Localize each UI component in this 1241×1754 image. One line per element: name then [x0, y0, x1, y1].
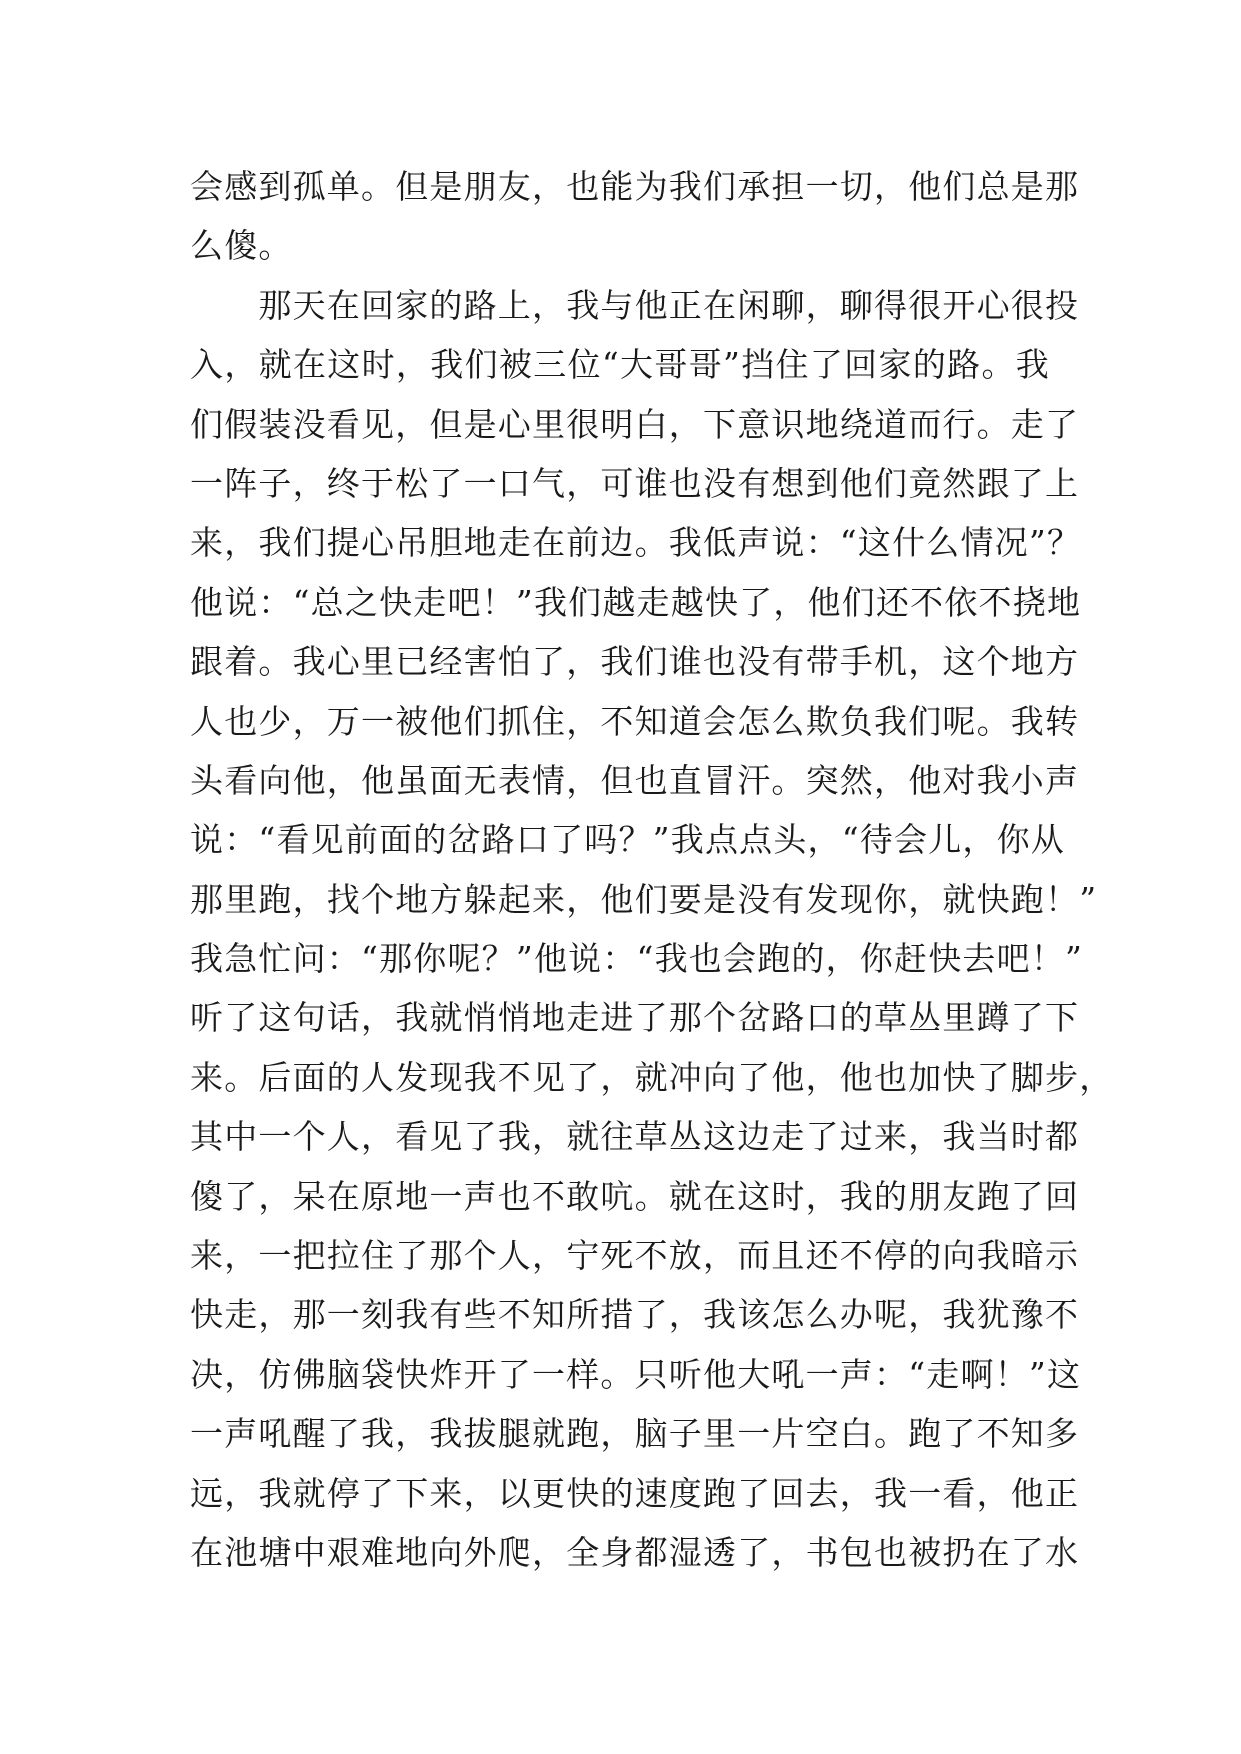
- text-line: 么傻。: [190, 226, 293, 266]
- text-line: 听了这句话，我就悄悄地走进了那个岔路口的草丛里蹲了下: [190, 998, 1080, 1038]
- text-line: 傻了，呆在原地一声也不敢吭。就在这时，我的朋友跑了回: [190, 1176, 1080, 1216]
- text-line: 一声吼醒了我，我拔腿就跑，脑子里一片空白。跑了不知多: [190, 1414, 1080, 1454]
- text-line: 他说：“总之快走吧！”我们越走越快了，他们还不依不挠地: [190, 582, 1082, 622]
- text-line: 一阵子，终于松了一口气，可谁也没有想到他们竟然跟了上: [190, 463, 1080, 503]
- text-line: 们假装没看见，但是心里很明白，下意识地绕道而行。走了: [190, 404, 1080, 444]
- text-line: 会感到孤单。但是朋友，也能为我们承担一切，他们总是那: [190, 167, 1080, 206]
- text-line: 那里跑，找个地方躲起来，他们要是没有发现你，就快跑！”: [190, 879, 1098, 919]
- text-line: 说：“看见前面的岔路口了吗？”我点点头，“待会儿，你从: [190, 820, 1066, 860]
- text-line: 那天在回家的路上，我与他正在闲聊，聊得很开心很投: [190, 285, 1080, 325]
- text-line: 跟着。我心里已经害怕了，我们谁也没有带手机，这个地方: [190, 642, 1080, 682]
- text-line: 快走，那一刻我有些不知所措了，我该怎么办呢，我犹豫不: [190, 1295, 1080, 1335]
- text-line: 来，我们提心吊胆地走在前边。我低声说：“这什么情况”？: [190, 523, 1082, 563]
- text-line: 头看向他，他虽面无表情，但也直冒汗。突然，他对我小声: [190, 760, 1080, 800]
- text-line: 我急忙问：“那你呢？”他说：“我也会跑的，你赶快去吧！”: [190, 939, 1084, 979]
- text-line: 在池塘中艰难地向外爬，全身都湿透了，书包也被扔在了水: [190, 1532, 1080, 1572]
- text-line: 入，就在这时，我们被三位“大哥哥”挡住了回家的路。我: [190, 345, 1050, 385]
- text-line: 来。后面的人发现我不见了，就冲向了他，他也加快了脚步，: [190, 1057, 1114, 1097]
- text-line: 决，仿佛脑袋快炸开了一样。只听他大吼一声：“走啊！”这: [190, 1354, 1082, 1394]
- text-line: 其中一个人，看见了我，就往草丛这边走了过来，我当时都: [190, 1117, 1080, 1157]
- text-line: 远，我就停了下来，以更快的速度跑了回去，我一看，他正: [190, 1473, 1080, 1513]
- text-line: 人也少，万一被他们抓住，不知道会怎么欺负我们呢。我转: [190, 701, 1080, 741]
- essay-text: [190, 157, 1114, 1582]
- text-line: 来，一把拉住了那个人，宁死不放，而且还不停的向我暗示: [190, 1236, 1080, 1276]
